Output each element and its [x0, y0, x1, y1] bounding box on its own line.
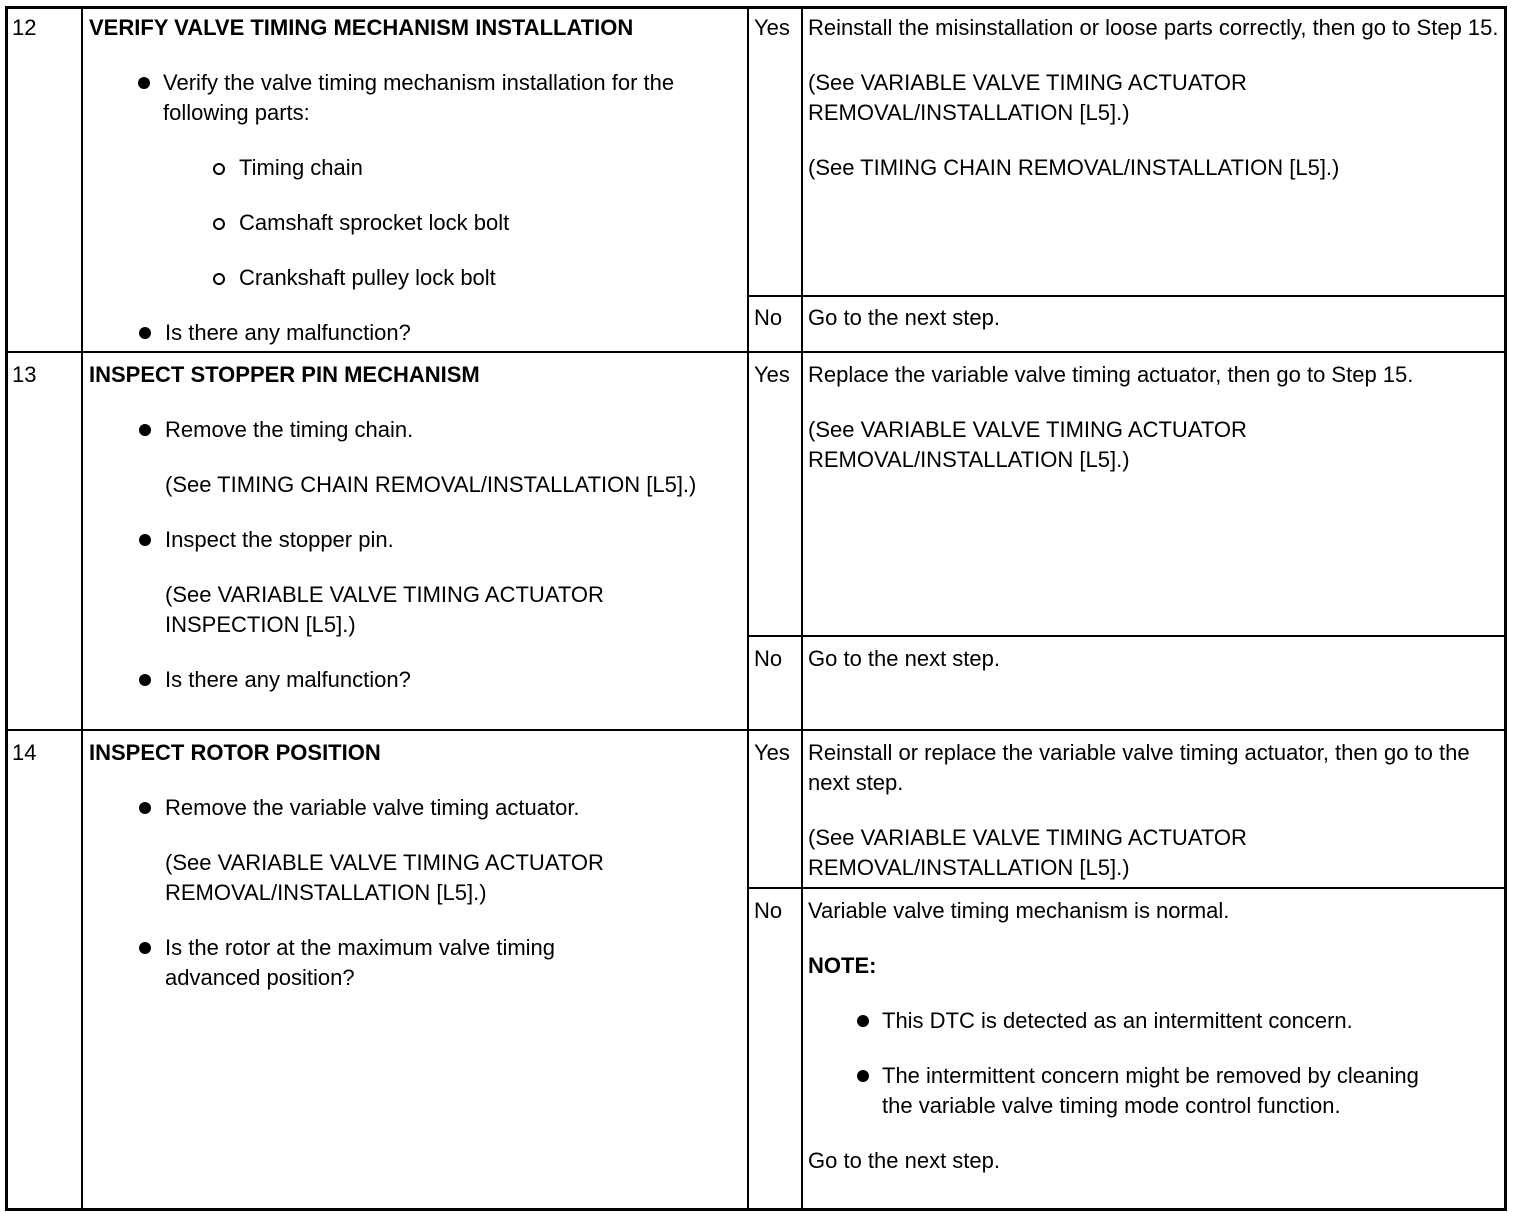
step-13-procedure: [89, 355, 739, 720]
no-label: No: [754, 305, 783, 330]
step-title: INSPECT STOPPER PIN MECHANISM: [89, 362, 480, 387]
reference-text: (See VARIABLE VALVE TIMING ACTUATOR INSPECTION [L5].): [165, 582, 604, 637]
bullet-item: Remove the variable valve timing actuator.: [89, 793, 739, 823]
yes-action: [808, 733, 1503, 908]
yes-action: [808, 8, 1503, 208]
divider: [8, 729, 1505, 731]
divider: [801, 9, 803, 1209]
action-text: Variable valve timing mechanism is normal.: [808, 898, 1230, 923]
step-12-procedure: [89, 8, 739, 373]
bullet-item: Verify the valve timing mechanism installation for the following parts:: [88, 68, 739, 128]
sub-bullet-item: Camshaft sprocket lock bolt: [89, 208, 739, 238]
bullet-item: Remove the timing chain.: [89, 415, 739, 445]
bullet-item: Is there any malfunction?: [89, 665, 739, 695]
action-text: Go to the next step.: [808, 305, 1001, 330]
action-text: Reinstall the misinstallation or loose parts correctly, then go to Step 15.: [808, 15, 1499, 40]
reference-text: (See VARIABLE VALVE TIMING ACTUATOR REMOVAL/INSTALLATION [L5].): [808, 70, 1247, 125]
reference-text: (See TIMING CHAIN REMOVAL/INSTALLATION [L5].): [165, 472, 697, 497]
reference-text: (See TIMING CHAIN REMOVAL/INSTALLATION [L5].): [808, 155, 1340, 180]
yes-label: Yes: [754, 740, 790, 765]
step-number: 14: [12, 740, 37, 765]
no-action: [808, 298, 1503, 358]
step-title: VERIFY VALVE TIMING MECHANISM INSTALLATION: [89, 15, 634, 40]
note-heading: NOTE:: [808, 953, 877, 978]
bullet-item: Inspect the stopper pin.: [89, 525, 739, 555]
no-label: No: [754, 898, 783, 923]
divider: [748, 295, 1505, 297]
divider: [748, 635, 1505, 637]
divider: [747, 9, 749, 1209]
step-number: 13: [12, 362, 37, 387]
note-bullet-item: The intermittent concern might be removed by cleaning the variable valve timing mode control function.: [808, 1061, 1422, 1121]
no-action: [808, 639, 1503, 699]
reference-text: (See VARIABLE VALVE TIMING ACTUATOR REMOVAL/INSTALLATION [L5].): [165, 850, 604, 905]
no-label: No: [754, 646, 783, 671]
action-text: Go to the next step.: [808, 646, 1001, 671]
bullet-item: Is there any malfunction?: [89, 318, 739, 348]
action-text: Replace the variable valve timing actuator, then go to Step 15.: [808, 362, 1414, 387]
step-number: 12: [12, 15, 37, 40]
action-text: Go to the next step.: [808, 1148, 1001, 1173]
step-title: INSPECT ROTOR POSITION: [89, 740, 381, 765]
divider: [81, 9, 83, 1209]
bullet-item: Is the rotor at the maximum valve timing advanced position?: [89, 933, 625, 993]
yes-action: [808, 355, 1505, 500]
reference-text: (See VARIABLE VALVE TIMING ACTUATOR REMOVAL/INSTALLATION [L5].): [808, 825, 1247, 880]
step-14-procedure: [89, 733, 739, 1018]
sub-bullet-item: Timing chain: [89, 153, 739, 183]
reference-text: (See VARIABLE VALVE TIMING ACTUATOR REMOVAL/INSTALLATION [L5].): [808, 417, 1247, 472]
action-text: Reinstall or replace the variable valve timing actuator, then go to the next step.: [808, 740, 1470, 795]
yes-label: Yes: [754, 15, 790, 40]
yes-label: Yes: [754, 362, 790, 387]
sub-bullet-item: Crankshaft pulley lock bolt: [89, 263, 739, 293]
note-bullet-item: This DTC is detected as an intermittent concern.: [808, 1006, 1503, 1036]
no-action: [808, 891, 1503, 1201]
